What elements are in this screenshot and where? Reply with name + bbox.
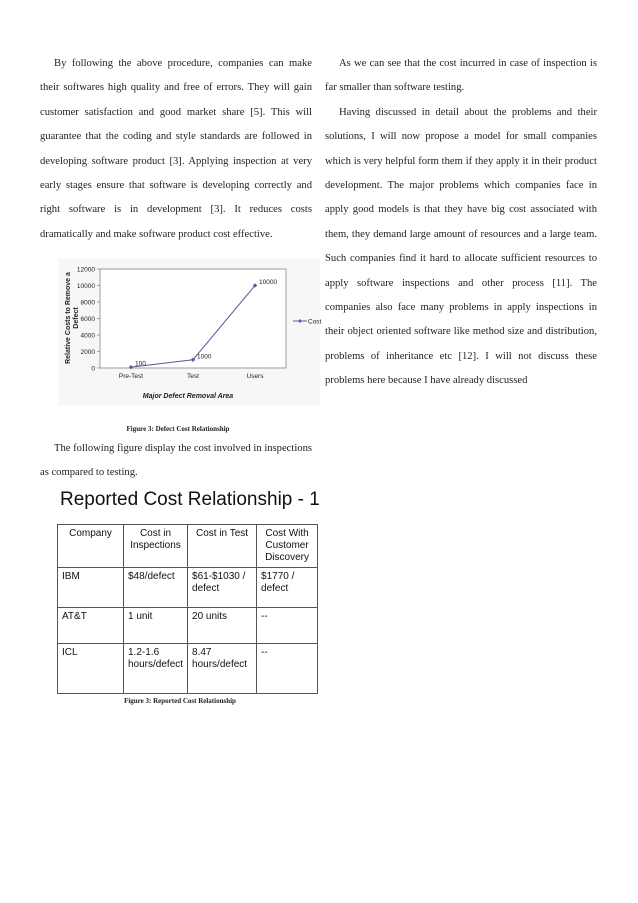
table-header-cell: Cost in Inspections [124, 525, 188, 568]
table-cell: $61-$1030 / defect [188, 568, 257, 608]
table-cell: AT&T [58, 608, 124, 644]
left-paragraph-2: The following figure display the cost involved in inspections as compared to testing. [40, 443, 312, 479]
y-label-line: Relative Costs to Remove a [65, 272, 72, 364]
y-tick-label: 12000 [76, 266, 95, 274]
x-tick-label: Test [187, 373, 199, 380]
table-cell: $48/defect [124, 568, 188, 608]
left-column [40, 52, 312, 247]
table-cell: 1 unit [124, 608, 188, 644]
figure-2-caption: Figure 3: Reported Cost Relationship [124, 697, 236, 705]
defect-cost-chart-svg [58, 258, 320, 406]
table-row [58, 568, 318, 608]
table-cell: -- [257, 608, 318, 644]
y-tick-label: 2000 [80, 349, 95, 356]
y-tick-label: 6000 [80, 316, 95, 323]
legend-label: Cost [308, 318, 322, 326]
table-cell: 20 units [188, 608, 257, 644]
right-paragraph-2: Having discussed in detail about the problems and their solutions, I will now propose a model for small companies which is very helpful form them if they apply it in their product development. The major problems which companies face in apply good models is that they have big cost associated with them, they demand large amount of resources and a large team. Such companies find it hard to allocate sufficient resources to apply software inspections and other process [11]. The companies also face many problems in apply inspections in their object oriented software like method size and distribution, problems of inheritance etc [12]. I will not discuss these problems here because I have already discussed [325, 106, 597, 387]
table-cell: IBM [58, 568, 124, 608]
y-tick-label: 8000 [80, 299, 95, 307]
chart-legend [293, 319, 322, 326]
x-tick-label: Users [246, 373, 264, 380]
chart-x-ticks [119, 373, 264, 380]
left-paragraph-2-block [40, 437, 312, 486]
left-paragraph-1: By following the above procedure, companies can make their softwares high quality and free of errors. They will gain customer satisfaction and good market share [5]. This will guarantee that the coding and style standards are followed in developing software product [3]. Applying inspection at very early stages ensure that software is developing correctly and right software is in development [3]. It reduces costs dramatically and make software product cost effective. [40, 58, 312, 240]
defect-cost-chart [58, 258, 320, 406]
data-label: 10000 [259, 279, 278, 286]
table-cell: $1770 / defect [257, 568, 318, 608]
reported-cost-table [57, 524, 318, 694]
chart-x-label: Major Defect Removal Area [142, 393, 234, 400]
table-row [58, 608, 318, 644]
y-tick-label: 4000 [80, 332, 95, 340]
table-cell: 8.47 hours/defect [188, 644, 257, 694]
legend-marker [298, 319, 302, 323]
figure-1-caption: Figure 3: Defect Cost Relationship [126, 425, 230, 433]
x-tick-label: Pre-Test [118, 373, 144, 380]
table-header-cell: Cost in Test [188, 525, 257, 568]
table-cell: -- [257, 644, 318, 694]
table-header-cell: Cost With Customer Discovery [257, 525, 318, 568]
table-cell: ICL [58, 644, 124, 694]
y-tick-label: 10000 [76, 283, 95, 290]
y-tick-label: 0 [91, 365, 95, 373]
table-row [58, 644, 318, 694]
y-label-line: Defect [73, 307, 80, 329]
table-cell: 1.2-1.6 hours/defect [124, 644, 188, 694]
table-header-cell: Company [58, 525, 124, 568]
table-header-row [58, 525, 318, 568]
right-column [325, 52, 597, 394]
right-paragraph-1: As we can see that the cost incurred in case of inspection is far smaller than software testing. [325, 58, 597, 94]
data-label: 100 [135, 360, 146, 368]
slide-title: Reported Cost Relationship - 1 [60, 489, 320, 510]
data-label: 1000 [197, 353, 212, 361]
